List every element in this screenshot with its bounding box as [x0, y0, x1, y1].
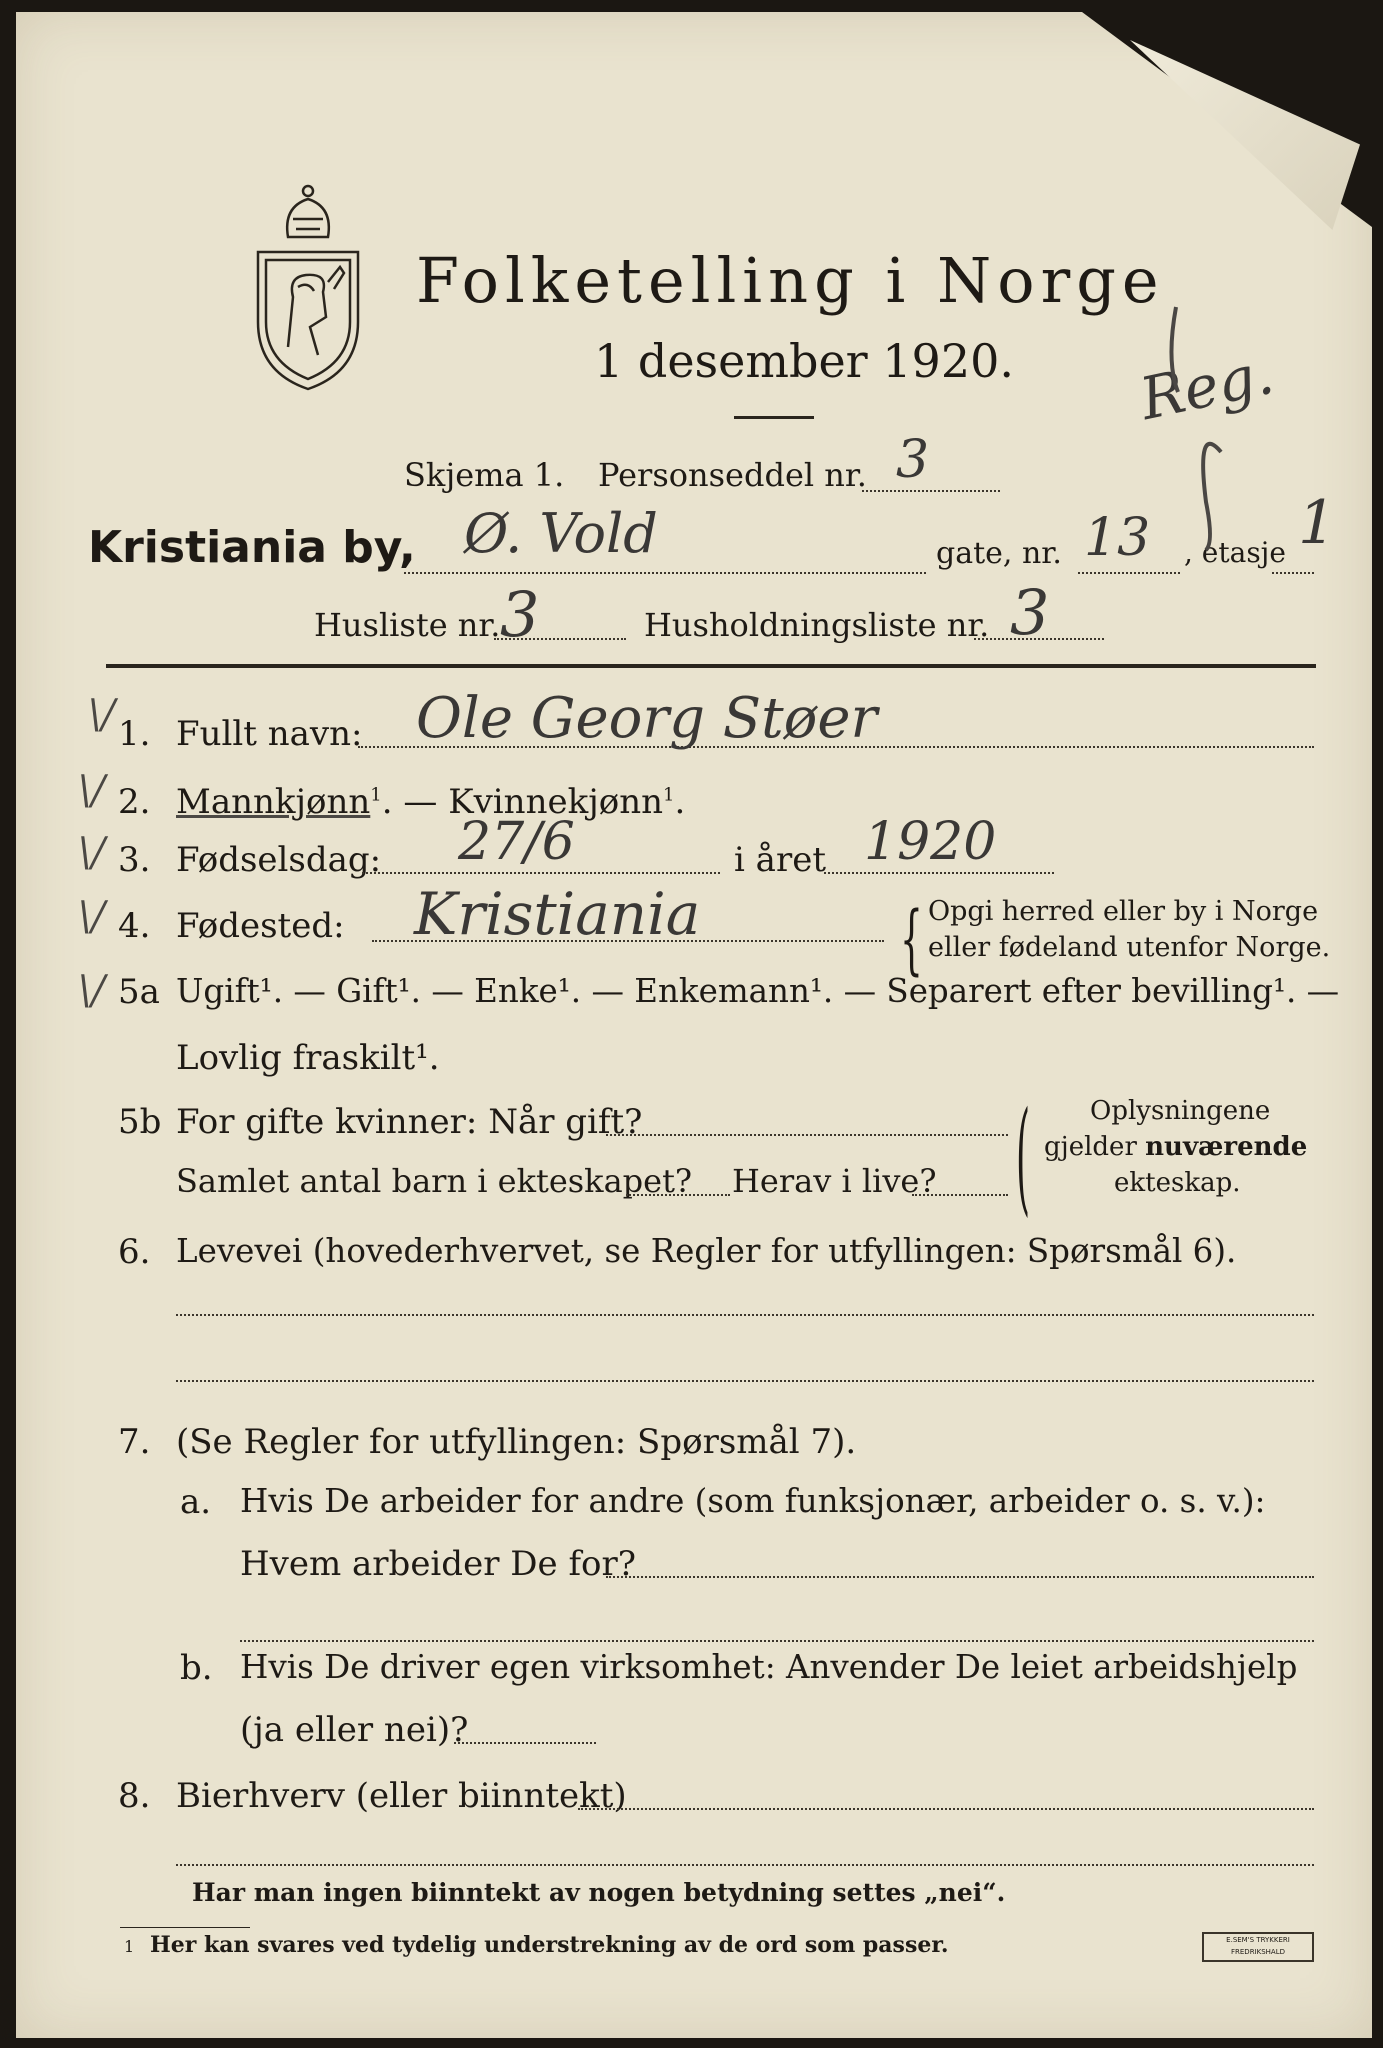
husholdning-label: Husholdningsliste nr. — [644, 606, 990, 644]
header-divider — [106, 664, 1316, 668]
option-kvinnekjonn[interactable]: Kvinnekjønn — [448, 782, 663, 822]
q7-number: 7. — [118, 1422, 151, 1462]
birthplace-value[interactable]: Kristiania — [414, 880, 701, 948]
husliste-number[interactable]: 3 — [500, 578, 540, 651]
street-name[interactable]: Ø. Vold — [464, 502, 658, 565]
q7b-line1: Hvis De driver egen virksomhet: Anvender De leiet arbeidshjelp — [240, 1648, 1298, 1686]
q5b-label2: Samlet antal barn i ekteskapet? — [176, 1162, 693, 1200]
q8-answer-line1[interactable] — [578, 1808, 1314, 1810]
q4-note-line2: eller fødeland utenfor Norge. — [928, 932, 1331, 963]
birthdate-value[interactable]: 27/6 — [458, 812, 575, 872]
q5b-number: 5b — [118, 1102, 162, 1142]
q1-label: Fullt navn: — [176, 714, 363, 754]
q7b-answer-line[interactable] — [454, 1742, 596, 1744]
checkmark-3: \/ — [78, 830, 105, 876]
q1-number: 1. — [118, 714, 151, 754]
margin-note: Reg. — [1134, 338, 1280, 434]
q7a-line2: Hvem arbeider De for? — [240, 1544, 636, 1584]
footnote-mark: 1 — [124, 1937, 135, 1956]
city-label: Kristiania by, — [88, 522, 416, 573]
q7-label: (Se Regler for utfyllingen: Spørsmål 7). — [176, 1422, 857, 1462]
title-divider — [734, 416, 814, 419]
year-label: i året — [734, 840, 826, 880]
q4-label: Fødested: — [176, 906, 345, 946]
q2-options: Mannkjønn$^1$. — Kvinnekjønn$^1$. — [176, 782, 686, 822]
q5a-option-fraskilt[interactable]: Lovlig fraskilt¹. — [176, 1038, 440, 1078]
no-income-note: Har man ingen biinntekt av nogen betydning settes „nei“. — [192, 1878, 1006, 1907]
footnote-text: Her kan svares ved tydelig understrekning av de ord som passer. — [150, 1932, 949, 1958]
q8-number: 8. — [118, 1776, 151, 1816]
etasje-number[interactable]: 1 — [1298, 488, 1337, 558]
etasje-label: , etasje — [1184, 536, 1286, 569]
q6-answer-line2[interactable] — [176, 1380, 1314, 1382]
census-form-page: Folketelling i Norge 1 desember 1920. Skjema 1. Personseddel nr. 3 Kristiania by, Ø. Vold gate, nr. 13 , etasje 1 Reg. Husliste nr. 3 Husholdningsliste nr. 3 \/ \/ \/ \/ \/ 1. Fullt navn: Ole Georg Støer 2. Mannkjønn$^1$. — Kvinnekjønn$^1$. 3. Fødselsdag: 27/6 i året 1920 4. Fødested: Kristiania { Opgi herred eller by i Norge eller fødeland utenfor Norge. 5a Ugift¹. — Gift¹. — Enke¹. — Enkemann¹. — Separert efter bevilling¹. — Lovlig fraskilt¹. 5b For gifte kvinner: Når gift? Samlet antal barn i ekteskapet? Herav i live? ( Oplysningene gjelder nuværende ekteskap. 6. Levevei (hovederhvervet, se Regler for utfyllingen: Spørsmål 6). 7. (Se Regler for utfyllingen: Spørsmål 7). a. Hvis De arbeider for andre (som funksjonær, arbeider o. s. v.): Hvem arbeider De for? b. Hvis De driver egen virksomhet: Anvender De leiet arbeidshjelp (ja eller nei)? 8. Bierhverv (eller biinntekt) Har man ingen biinntekt av nogen betydning settes „nei“. 1 Her kan svares ved tydelig understrekning av de ord som passer. E.SEM'S TRYKKERI FREDRIKSHALD — [16, 12, 1372, 2038]
q7a-line1: Hvis De arbeider for andre (som funksjonær, arbeider o. s. v.): — [240, 1482, 1266, 1520]
q7b-number: b. — [180, 1648, 213, 1688]
coat-of-arms-icon — [248, 177, 368, 392]
census-date: 1 desember 1920. — [594, 334, 1014, 388]
form-title: Folketelling i Norge — [416, 244, 1165, 317]
full-name-value[interactable]: Ole Georg Støer — [416, 686, 878, 751]
q3-number: 3. — [118, 840, 151, 880]
q7a-answer-line1[interactable] — [606, 1576, 1314, 1578]
q4-note-line1: Opgi herred eller by i Norge — [928, 896, 1319, 927]
q8-label: Bierhverv (eller biinntekt) — [176, 1776, 627, 1816]
personseddel-number[interactable]: 3 — [896, 430, 930, 490]
q8-answer-line2[interactable] — [176, 1864, 1314, 1866]
gate-number[interactable]: 13 — [1084, 508, 1151, 568]
checkmark-2: \/ — [78, 768, 105, 814]
q5a-options[interactable]: Ugift¹. — Gift¹. — Enke¹. — Enkemann¹. — Separert efter bevilling¹. — — [176, 972, 1340, 1010]
q4-number: 4. — [118, 906, 151, 946]
husliste-label: Husliste nr. — [314, 606, 501, 644]
q5a-number: 5a — [118, 972, 160, 1012]
q2-number: 2. — [118, 782, 151, 822]
q5b-note-line1: Oplysningene — [1090, 1096, 1271, 1126]
q6-label: Levevei (hovederhvervet, se Regler for utfyllingen: Spørsmål 6). — [176, 1232, 1237, 1270]
checkmark-5: \/ — [78, 968, 105, 1014]
footnote-rule — [120, 1927, 250, 1928]
checkmark-4: \/ — [78, 894, 105, 940]
q7a-number: a. — [180, 1482, 212, 1522]
gate-label: gate, nr. — [936, 536, 1062, 571]
printer-stamp: E.SEM'S TRYKKERI FREDRIKSHALD — [1202, 1932, 1314, 1962]
pencil-flourish-icon — [1136, 302, 1256, 552]
q5b-label1: For gifte kvinner: Når gift? — [176, 1102, 643, 1142]
q7b-line2: (ja eller nei)? — [240, 1710, 469, 1750]
birth-year-value[interactable]: 1920 — [864, 812, 997, 872]
schema-label: Skjema 1. — [404, 456, 565, 494]
q7a-answer-line2[interactable] — [240, 1640, 1314, 1642]
personseddel-label: Personseddel nr. — [598, 456, 867, 494]
q6-number: 6. — [118, 1232, 151, 1272]
q5b-label3: Herav i live? — [732, 1162, 937, 1200]
q6-answer-line1[interactable] — [176, 1314, 1314, 1316]
q5b-note-line3: ekteskap. — [1114, 1168, 1241, 1198]
q3-label: Fødselsdag: — [176, 840, 382, 880]
q5b-note-line2: gjelder nuværende — [1044, 1132, 1308, 1162]
checkmark-1: \/ — [88, 692, 115, 738]
husholdning-number[interactable]: 3 — [1010, 576, 1050, 649]
option-mannkjonn[interactable]: Mannkjønn — [176, 782, 371, 822]
